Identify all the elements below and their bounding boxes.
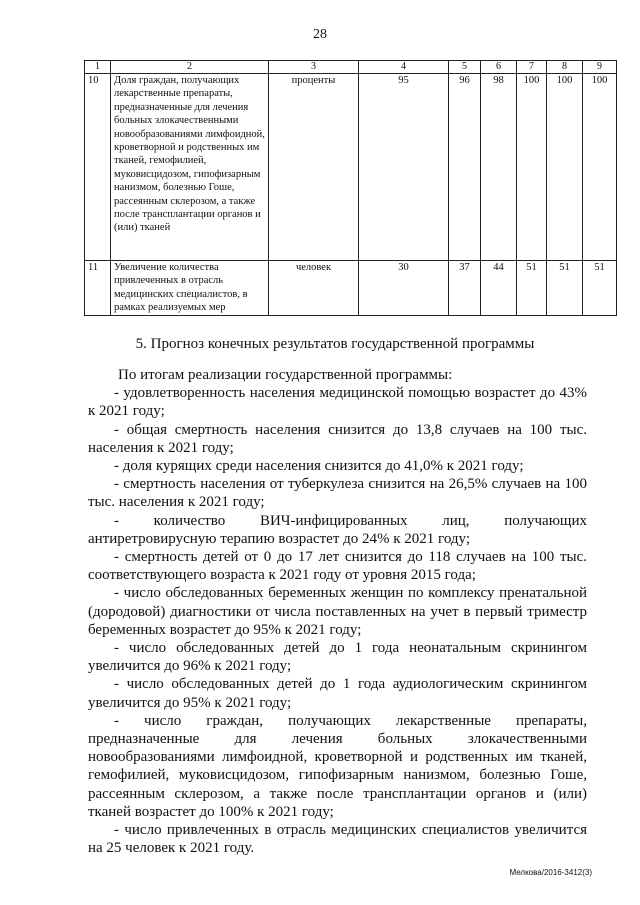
intro-paragraph: По итогам реализации государственной программы: xyxy=(118,367,453,383)
list-item: - смертность населения от туберкулеза снизится на 26,5% случаев на 100 тыс. населения к 2021 году; xyxy=(88,476,587,511)
table-header-row xyxy=(85,61,617,74)
table-header-cell: 4 xyxy=(359,61,449,74)
table-header-cell: 9 xyxy=(583,61,617,74)
row-value: 44 xyxy=(481,261,517,316)
row-value: 51 xyxy=(547,261,583,316)
row-value: 96 xyxy=(449,74,481,261)
table-header-cell: 1 xyxy=(85,61,111,74)
row-number: 11 xyxy=(85,261,111,316)
row-value: 30 xyxy=(359,261,449,316)
row-value: 100 xyxy=(517,74,547,261)
list-item: - удовлетворенность населения медицинской помощью возрастет до 43% к 2021 году; xyxy=(88,385,587,420)
row-unit: проценты xyxy=(269,74,359,261)
document-stamp: Мелкова/2016-3412(3) xyxy=(509,868,592,877)
page-number: 28 xyxy=(313,27,327,42)
list-item: - число граждан, получающих лекарственные препараты, предназначенные для лечения больных злокачественными новообразованиями лимфоидной, кроветворной и родственных им тканей, гемофилией, муковисцидозом, гипофизарным нанизмом, болезнью Гоше, рассеянным склерозом, а также после трансплантации органов и (или) тканей возрастет до 100% к 2021 году; xyxy=(88,712,587,820)
row-value: 37 xyxy=(449,261,481,316)
row-value: 98 xyxy=(481,74,517,261)
row-value: 100 xyxy=(583,74,617,261)
table-row xyxy=(85,261,617,316)
table-row xyxy=(85,74,617,261)
table-header-cell: 2 xyxy=(111,61,269,74)
indicators-table xyxy=(84,60,617,316)
row-value: 95 xyxy=(359,74,449,261)
row-value: 100 xyxy=(547,74,583,261)
section-heading: 5. Прогноз конечных результатов государственной программы xyxy=(135,336,535,352)
row-value: 51 xyxy=(517,261,547,316)
table-header-cell: 6 xyxy=(481,61,517,74)
table-header-cell: 5 xyxy=(449,61,481,74)
list-item: - число обследованных беременных женщин по комплексу пренатальной (дородовой) диагностики от числа поставленных на учет в первый триместр беременных возрастет до 95% к 2021 году; xyxy=(88,585,587,638)
row-description: Доля граждан, получающих лекарственные препараты, предназначенные для лечения больных злокачественными новообразованиями лимфоидной, кроветворной и родственных им тканей, гемофилией, муковисцидозом, гипофизарным нанизмом, болезнью Гоше, рассеянным склерозом, а также после трансплантации органов и (или) тканей xyxy=(111,74,269,261)
list-item: - число обследованных детей до 1 года неонатальным скринингом увеличится до 96% к 2021 году; xyxy=(88,640,587,675)
list-item: - смертность детей от 0 до 17 лет снизится до 118 случаев на 100 тыс. соответствующего возраста к 2021 году от уровня 2015 года; xyxy=(88,549,587,584)
list-item: - доля курящих среди населения снизится до 41,0% к 2021 году; xyxy=(114,458,524,475)
list-item: - число обследованных детей до 1 года аудиологическим скринингом увеличится до 95% к 2021 году; xyxy=(88,676,587,711)
list-item: - количество ВИЧ-инфицированных лиц, получающих антиретровирусную терапию возрастет до 24% к 2021 году; xyxy=(88,512,587,547)
table-header-cell: 7 xyxy=(517,61,547,74)
row-number: 10 xyxy=(85,74,111,261)
row-value: 51 xyxy=(583,261,617,316)
forecast-body xyxy=(88,366,587,857)
list-item: - число привлеченных в отрасль медицинских специалистов увеличится на 25 человек к 2021 году. xyxy=(88,822,587,857)
table-header-cell: 3 xyxy=(269,61,359,74)
table-header-cell: 8 xyxy=(547,61,583,74)
list-item: - общая смертность населения снизится до 13,8 случаев на 100 тыс. населения к 2021 году; xyxy=(88,421,587,456)
row-unit: человек xyxy=(269,261,359,316)
row-description: Увеличение количества привлеченных в отрасль медицинских специалистов, в рамках реализуемых мер xyxy=(111,261,269,316)
